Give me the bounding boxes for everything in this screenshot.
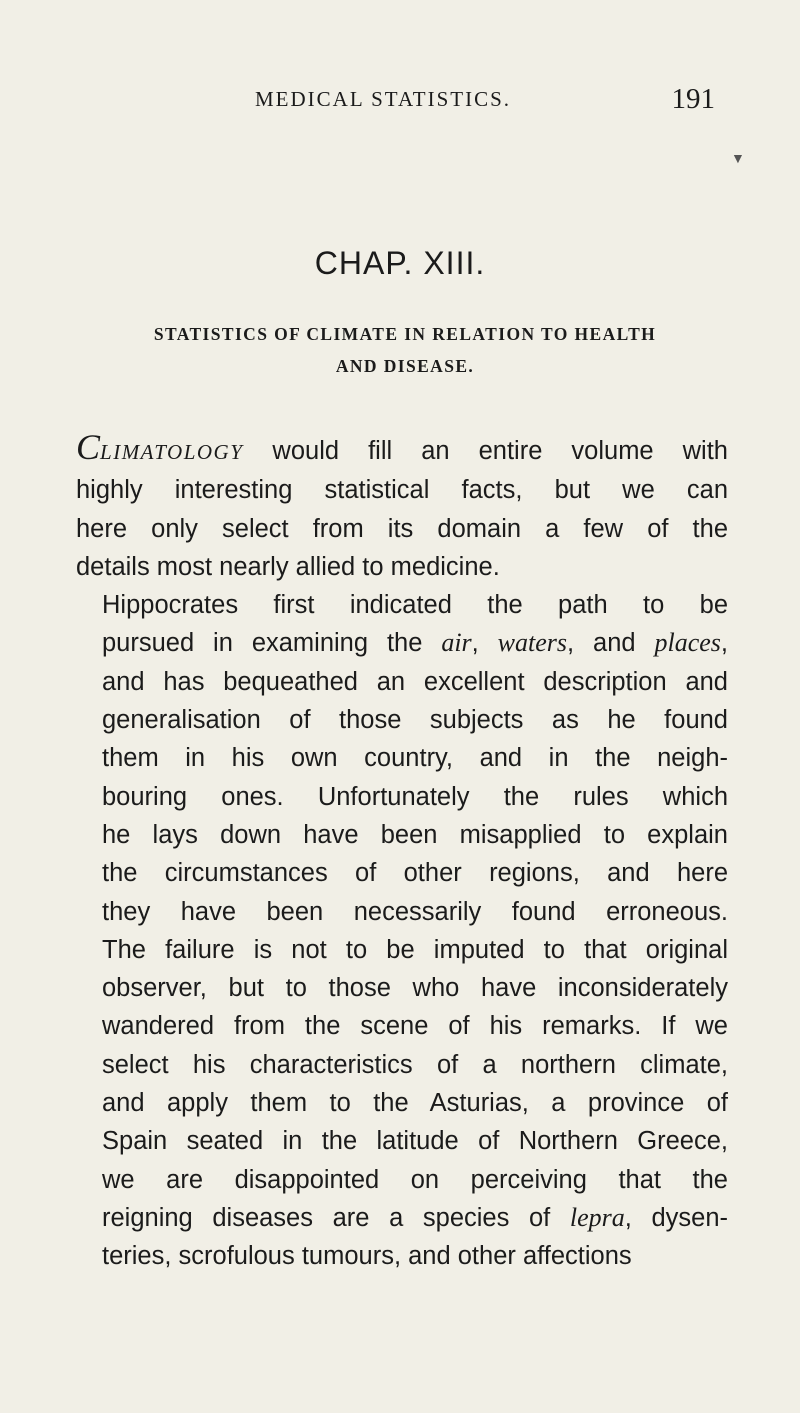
text-span: , — [471, 629, 498, 658]
text-line: highly interesting statistical facts, but we can — [76, 476, 728, 505]
text-span: pursued in examining the — [102, 629, 442, 658]
text-span: reigning diseases are a species of — [102, 1203, 570, 1232]
text-line: and apply them to the Asturias, a province of — [102, 1089, 728, 1118]
italic-word: waters — [497, 628, 568, 658]
text-line: Hippocrates first indicated the path to be — [102, 591, 728, 620]
running-head — [255, 83, 715, 117]
text-line: he lays down have been misapplied to explain — [102, 820, 728, 849]
text-line: them in his own country, and in the neigh- — [102, 744, 728, 773]
text-line: they have been necessarily found erroneous. — [102, 897, 728, 926]
body-text — [76, 428, 728, 1276]
text-line — [76, 428, 728, 471]
text-line: generalisation of those subjects as he found — [102, 706, 728, 735]
text-line: observer, but to those who have inconsiderately — [102, 974, 728, 1003]
small-caps-word: LIMATOLOGY — [100, 440, 244, 464]
text-line: we are disappointed on perceiving that the — [102, 1165, 728, 1194]
paragraph-2 — [76, 586, 728, 1275]
chapter-subtitle — [90, 318, 720, 382]
margin-mark: ▼ — [731, 152, 745, 167]
subtitle-line: STATISTICS OF CLIMATE IN RELATION TO HEALTH — [153, 324, 657, 344]
text-line: teries, scrofulous tumours, and other affections — [102, 1242, 632, 1271]
subtitle-line: AND DISEASE. — [335, 356, 475, 376]
text-line: select his characteristics of a northern climate, — [102, 1050, 728, 1079]
text-span: , and — [567, 629, 655, 658]
chapter-title: CHAP. XIII. — [314, 245, 486, 281]
running-title — [255, 87, 511, 112]
text-line: Spain seated in the latitude of Northern Greece, — [102, 1127, 728, 1156]
running-title-text: MEDICAL STATISTICS. — [255, 87, 512, 111]
italic-word: lepra — [569, 1202, 625, 1232]
italic-word: air — [441, 628, 472, 658]
text-span: would fill an entire volume with — [243, 437, 728, 465]
text-line — [76, 1199, 728, 1237]
text-line: the circumstances of other regions, and here — [102, 859, 728, 888]
text-line: and has bequeathed an excellent description and — [102, 667, 728, 696]
text-line: here only select from its domain a few of the — [76, 514, 728, 543]
text-span: , dysen- — [624, 1203, 728, 1232]
text-line: The failure is not to be imputed to that original — [102, 935, 728, 964]
page-number: 191 — [671, 83, 715, 115]
drop-cap: C — [76, 427, 101, 467]
italic-word: places — [654, 628, 721, 658]
text-line: details most nearly allied to medicine. — [76, 552, 500, 581]
paragraph-1 — [76, 428, 728, 586]
text-span: , — [720, 629, 728, 658]
text-line: wandered from the scene of his remarks. If we — [102, 1012, 728, 1041]
text-line: bouring ones. Unfortunately the rules which — [102, 782, 728, 811]
text-line — [76, 624, 728, 662]
